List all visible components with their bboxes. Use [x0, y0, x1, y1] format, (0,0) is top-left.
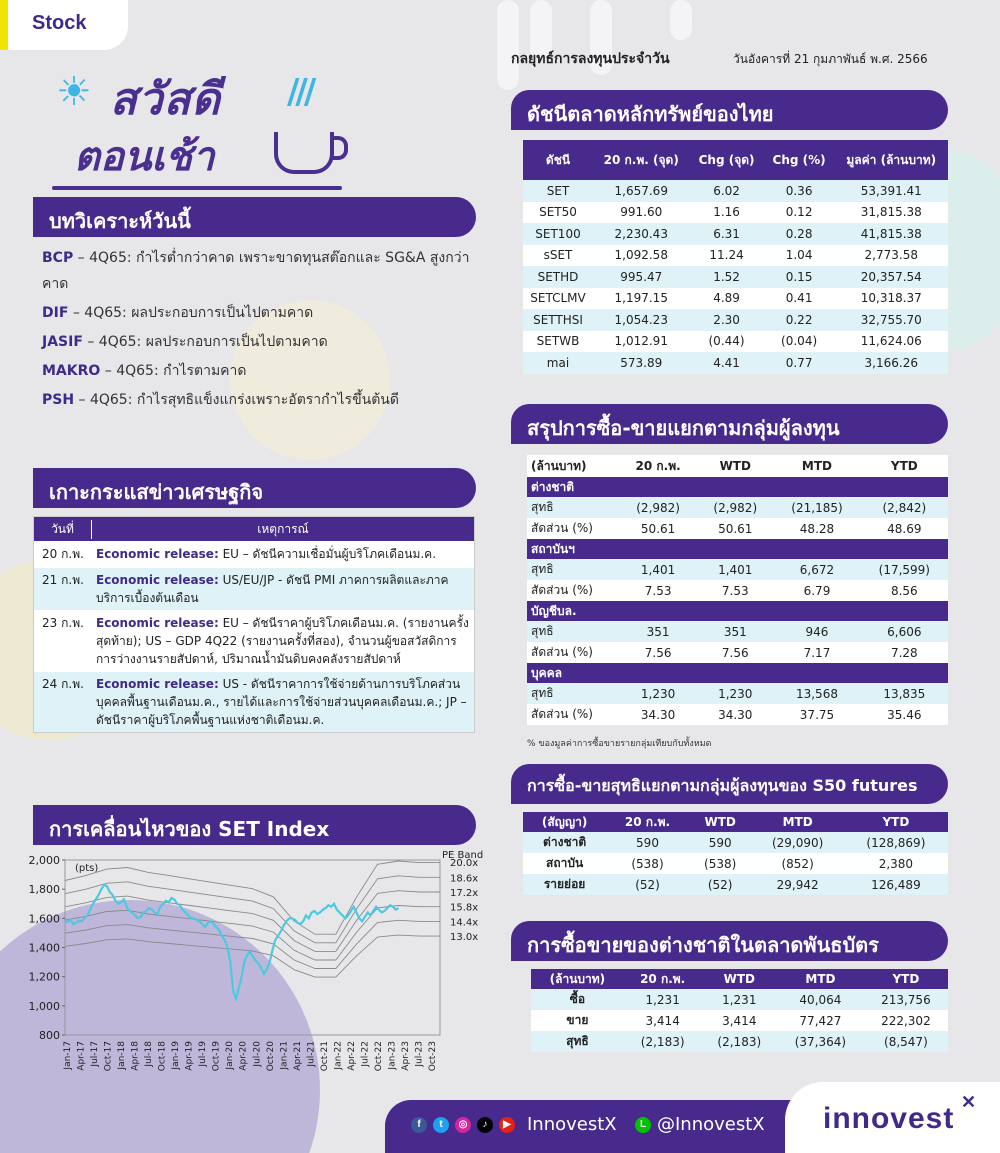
row-value: 1,230 — [619, 683, 697, 704]
investor-group-name: บัญชีบล. — [527, 601, 948, 621]
row-label: สุทธิ — [531, 1031, 624, 1052]
index-value: 573.89 — [593, 352, 689, 374]
col-header: Chg (%) — [764, 140, 835, 180]
col-header: (ล้านบาท) — [531, 458, 587, 473]
row-value: (37,364) — [777, 1031, 864, 1052]
innovestx-logo — [785, 1082, 1000, 1153]
coffee-cup-icon — [274, 132, 334, 174]
row-label: สุทธิ — [527, 497, 619, 518]
thai-index-row — [523, 245, 948, 267]
y-tick-label: 2,000 — [28, 854, 60, 867]
row-value: 590 — [606, 832, 689, 853]
row-value: 48.69 — [887, 521, 922, 536]
analysis-ticker[interactable]: BCP — [42, 250, 74, 266]
row-value: 48.28 — [799, 521, 835, 536]
col-header: มูลค่า (ล้านบาท) — [835, 140, 948, 180]
row-value: 7.28 — [890, 645, 918, 660]
row-value: 222,302 — [881, 1013, 931, 1028]
index-value: 995.47 — [593, 266, 689, 288]
row-value: 13,835 — [861, 683, 948, 704]
pe-band-line — [65, 891, 440, 952]
col-header: WTD — [719, 459, 751, 473]
y-axis-label: (pts) — [75, 863, 99, 874]
col-date-header: วันที่ — [34, 520, 92, 539]
pe-band-line — [65, 876, 440, 943]
row-value: 6.79 — [803, 583, 831, 598]
index-value: 4.41 — [689, 352, 763, 374]
col-header: MTD — [777, 969, 864, 989]
analysis-text: – 4Q65: กำไรสุทธิแข็งแกร่งเพราะอัตรากำไรขึ้นต้นดี — [74, 392, 399, 408]
bond-row — [531, 1031, 948, 1052]
investor-data-row — [527, 497, 948, 518]
index-value: 4.89 — [713, 291, 740, 306]
analysis-text: – 4Q65: ผลประกอบการเป็นไปตามคาด — [68, 305, 314, 321]
row-value: 590 — [689, 832, 752, 853]
s50_futures-row — [523, 853, 948, 874]
x-tick-label: Jul-17 — [90, 1041, 101, 1067]
col-header: 20 ก.พ. — [624, 969, 702, 989]
row-label: สุทธิ — [527, 559, 619, 580]
row-value: 29,942 — [751, 874, 843, 895]
news-row — [34, 541, 474, 567]
thai-index-row — [523, 266, 948, 288]
y-tick-label: 800 — [39, 1029, 60, 1042]
greeting-line2: ตอนเช้า — [74, 134, 215, 180]
row-value: (17,599) — [861, 559, 948, 580]
row-value: 6,606 — [861, 621, 948, 642]
thai-index-row — [523, 331, 948, 353]
row-value: 126,489 — [844, 874, 948, 895]
x-tick-label: Jan-22 — [333, 1041, 344, 1070]
col-header: 20 ก.พ. — [635, 458, 681, 473]
index-value: 1,012.91 — [614, 334, 668, 349]
news-label: Economic release: — [96, 573, 219, 587]
analysis-text: – 4Q65: กำไรต่ำกว่าคาด เพราะขาดทุนสต๊อกและ SG&A สูงกว่าคาด — [42, 250, 470, 292]
plot-frame — [65, 860, 440, 1035]
row-value: (128,869) — [844, 832, 948, 853]
pe-band-label: 14.4x — [450, 917, 479, 929]
youtube-icon[interactable]: ▶ — [499, 1117, 515, 1133]
row-value: (2,982) — [697, 497, 773, 518]
row-value: (2,183) — [702, 1031, 778, 1052]
row-value: 7.56 — [644, 645, 672, 660]
news-label: Economic release: — [96, 677, 219, 691]
logo-text: innovest — [823, 1102, 955, 1135]
index-value: 2,773.58 — [864, 248, 918, 263]
row-value: 40,064 — [777, 989, 864, 1010]
row-value: (2,842) — [861, 497, 948, 518]
x-tick-label: Jul-22 — [360, 1041, 371, 1067]
row-label: ขาย — [566, 1013, 589, 1027]
thai-index-header: ดัชนีตลาดหลักทรัพย์ของไทย — [511, 90, 948, 130]
greeting-banner — [52, 62, 342, 192]
pe-band-label: 17.2x — [450, 888, 479, 900]
s50-futures-header: การซื้อ-ขายสุทธิแยกตามกลุ่มผู้ลงทุนของ S50 futures — [511, 764, 948, 804]
row-value: 2,380 — [878, 856, 914, 871]
investor-summary-header: สรุปการซื้อ-ขายแยกตามกลุ่มผู้ลงทุน — [511, 404, 948, 444]
news-text: US/EU/JP - ดัชนี PMI ภาคการผลิตและภาคบริการเบื้องต้นเดือน — [96, 573, 449, 605]
news-text: US - ดัชนีราคาการใช้จ่ายด้านการบริโภคส่วนบุคคลพื้นฐานเดือนม.ค., รายได้และการใช้จ่ายส่วนบุคคลเดือนม.ค.; JP – ดัชนีราคาผู้บริโภคพื้นฐานแห่งชาติเดือนม.ค. — [96, 677, 467, 727]
bond-header-row — [531, 969, 948, 989]
x-tick-label: Oct-22 — [373, 1041, 384, 1072]
steam-icon: /// — [287, 72, 313, 112]
s50-futures-table — [523, 812, 948, 895]
row-value: 1,401 — [619, 559, 697, 580]
index-value: 1.16 — [713, 205, 740, 220]
x-tick-label: Jan-21 — [279, 1041, 290, 1070]
x-tick-label: Jan-17 — [63, 1041, 73, 1070]
brand-handle[interactable]: InnovestX — [527, 1114, 617, 1135]
row-value: 1,231 — [702, 989, 778, 1010]
analysis-item — [42, 329, 482, 355]
index-value: 0.12 — [785, 205, 813, 220]
index-value: 1,054.23 — [593, 309, 689, 331]
y-tick-label: 1,600 — [28, 912, 60, 926]
twitter-icon[interactable]: t — [433, 1117, 449, 1133]
index-name: SET100 — [523, 223, 593, 245]
row-value: 351 — [619, 621, 697, 642]
news-table-header — [34, 517, 474, 541]
investor-group-row — [527, 601, 948, 621]
investor-group-row — [527, 663, 948, 683]
analysis-ticker[interactable]: JASIF — [42, 334, 83, 350]
x-tick-label: Jul-21 — [306, 1041, 317, 1067]
bond-header: การซื้อขายของต่างชาติในตลาดพันธบัตร — [511, 921, 948, 961]
row-value: 7.17 — [803, 645, 831, 660]
x-tick-label: Apr-22 — [346, 1041, 357, 1071]
index-value: 20,357.54 — [835, 266, 948, 288]
row-value: (21,185) — [773, 497, 860, 518]
index-value: 0.28 — [764, 223, 835, 245]
row-label: รายย่อย — [523, 874, 606, 895]
x-tick-label: Oct-23 — [428, 1041, 438, 1072]
row-value: 6,672 — [773, 559, 860, 580]
row-label: สุทธิ — [527, 683, 619, 704]
index-value: 31,815.38 — [860, 205, 922, 220]
y-tick-label: 1,400 — [28, 941, 60, 955]
news-event — [92, 542, 474, 567]
row-value: 35.46 — [887, 707, 922, 722]
x-tick-label: Apr-17 — [76, 1041, 87, 1071]
y-tick-label: 1,000 — [28, 999, 60, 1013]
analysis-ticker[interactable]: PSH — [42, 392, 75, 408]
index-value: 53,391.41 — [835, 180, 948, 202]
s50_futures-row — [523, 832, 948, 853]
x-tick-label: Oct-20 — [265, 1041, 276, 1072]
row-value: 3,414 — [645, 1013, 680, 1028]
thai-index-header-row — [523, 140, 948, 180]
tiktok-icon[interactable]: ♪ — [477, 1117, 493, 1133]
x-tick-label: Apr-20 — [238, 1041, 249, 1071]
index-value: 10,318.37 — [860, 291, 922, 306]
index-value: 2,230.43 — [593, 223, 689, 245]
pe-band-label: 13.0x — [450, 932, 479, 944]
thai-index-table — [523, 140, 948, 374]
row-label: สัดส่วน (%) — [531, 521, 593, 535]
x-tick-label: Jan-19 — [171, 1041, 182, 1070]
investor-summary-note: % ของมูลค่าการซื้อขายรายกลุ่มเทียบกับทั้งหมด — [527, 739, 712, 749]
index-value: 0.77 — [764, 352, 835, 374]
index-name: SETTHSI — [523, 309, 593, 331]
index-value: 0.15 — [764, 266, 835, 288]
x-tick-label: Oct-21 — [319, 1041, 330, 1072]
index-value: 1.04 — [785, 248, 813, 263]
investor-data-row — [527, 621, 948, 642]
stock-tab — [0, 0, 128, 50]
news-row — [34, 671, 474, 732]
analysis-ticker[interactable]: DIF — [42, 305, 69, 321]
x-tick-label: Apr-21 — [292, 1041, 303, 1071]
investor-data-row — [527, 704, 948, 725]
news-header: เกาะกระแสข่าวเศรษฐกิจ — [33, 468, 476, 508]
line-handle[interactable]: @InnovestX — [657, 1114, 765, 1135]
col-header: YTD — [844, 812, 948, 832]
index-value: 32,755.70 — [835, 309, 948, 331]
row-value: (52) — [689, 874, 752, 895]
thai-index-row — [523, 288, 948, 310]
news-date: 20 ก.พ. — [42, 547, 84, 561]
investor-group-row — [527, 539, 948, 559]
set-chart-header: การเคลื่อนไหวของ SET Index — [33, 805, 476, 845]
report-date: วันอังคารที่ 21 กุมภาพันธ์ พ.ศ. 2566 — [733, 52, 928, 66]
index-value: 6.31 — [689, 223, 763, 245]
index-name: SET50 — [539, 205, 577, 220]
news-date: 23 ก.พ. — [42, 616, 84, 630]
logo-x-mark: ✕ — [961, 1092, 977, 1112]
row-value: (538) — [631, 856, 664, 871]
sun-icon: ☀ — [56, 69, 92, 115]
row-label: สัดส่วน (%) — [531, 583, 593, 597]
index-name: mai — [523, 352, 593, 374]
index-value: 3,166.26 — [835, 352, 948, 374]
news-label: Economic release: — [96, 616, 219, 630]
row-value: 50.61 — [718, 521, 753, 536]
investor-group-row — [527, 477, 948, 497]
news-event — [92, 568, 474, 610]
col-header: 20 ก.พ. (จุด) — [593, 140, 689, 180]
greeting-line1: สวัสดี — [110, 74, 221, 125]
row-value: (852) — [781, 856, 814, 871]
stock-label: Stock — [32, 12, 87, 34]
row-value: 351 — [697, 621, 773, 642]
investor-data-row — [527, 559, 948, 580]
index-name: SETHD — [523, 266, 593, 288]
row-value: 7.56 — [721, 645, 749, 660]
x-tick-label: Jan-20 — [225, 1041, 236, 1070]
row-label: สถาบัน — [546, 856, 584, 870]
row-label: สัดส่วน (%) — [531, 645, 593, 659]
background-bar — [497, 0, 519, 90]
col-header: MTD — [801, 459, 833, 473]
bond-row — [531, 989, 948, 1010]
facebook-icon[interactable]: f — [411, 1117, 427, 1133]
s50_futures-header-row — [523, 812, 948, 832]
analysis-text: – 4Q65: กำไรตามคาด — [100, 363, 247, 379]
col-header: (สัญญา) — [523, 812, 606, 832]
x-tick-label: Oct-18 — [157, 1041, 168, 1072]
bond-table — [531, 969, 948, 1052]
news-row — [34, 610, 474, 671]
investor-data-row — [527, 683, 948, 704]
analysis-header: บทวิเคราะห์วันนี้ — [33, 197, 476, 237]
analysis-text: – 4Q65: ผลประกอบการเป็นไปตามคาด — [82, 334, 328, 350]
news-table — [33, 516, 475, 733]
row-value: 50.61 — [640, 521, 676, 536]
index-value: (0.04) — [781, 334, 818, 349]
thai-index-row — [523, 223, 948, 245]
col-header: YTD — [890, 459, 918, 473]
investor-data-row — [527, 580, 948, 601]
investor-data-row — [527, 642, 948, 663]
news-event — [92, 611, 474, 671]
index-value: (0.44) — [708, 334, 745, 349]
index-value: 11,624.06 — [860, 334, 922, 349]
set-index-series — [65, 885, 399, 999]
thai-index-row — [523, 309, 948, 331]
investor-group-name: ต่างชาติ — [527, 477, 948, 497]
row-label: ต่างชาติ — [523, 832, 606, 853]
index-value: 1.52 — [689, 266, 763, 288]
index-value: 2.30 — [689, 309, 763, 331]
col-header: WTD — [702, 969, 778, 989]
pe-band-line — [65, 920, 440, 968]
index-value: 41,815.38 — [835, 223, 948, 245]
row-label: สุทธิ — [527, 621, 619, 642]
background-bar — [670, 0, 692, 40]
row-value: 1,231 — [624, 989, 702, 1010]
bond-row — [531, 1010, 948, 1031]
investor-summary-table — [527, 455, 948, 725]
row-value: 8.56 — [890, 583, 918, 598]
x-tick-label: Jan-23 — [387, 1041, 398, 1070]
col-header: YTD — [864, 969, 948, 989]
index-value: 1,657.69 — [593, 180, 689, 202]
index-value: 0.41 — [785, 291, 813, 306]
index-value: 11.24 — [709, 248, 744, 263]
news-label: Economic release: — [96, 547, 219, 561]
x-tick-label: Jul-18 — [144, 1041, 155, 1067]
x-tick-label: Apr-19 — [184, 1041, 195, 1071]
investor-group-name: สถาบันฯ — [527, 539, 948, 559]
greeting-underline — [52, 186, 342, 190]
news-date: 24 ก.พ. — [42, 677, 84, 691]
thai-index-row — [523, 352, 948, 374]
y-tick-label: 1,800 — [28, 883, 60, 897]
row-value: (29,090) — [751, 832, 843, 853]
row-value: 213,756 — [864, 989, 948, 1010]
instagram-icon[interactable]: ◎ — [455, 1117, 471, 1133]
row-value: 7.53 — [721, 583, 749, 598]
analysis-item — [42, 387, 482, 413]
index-name: sSET — [543, 248, 573, 263]
index-name: SETCLMV — [530, 291, 586, 306]
col-header: ดัชนี — [523, 140, 593, 180]
line-icon[interactable]: L — [635, 1117, 651, 1133]
col-event-header: เหตุการณ์ — [257, 521, 309, 536]
x-tick-label: Oct-17 — [103, 1041, 114, 1072]
col-header: 20 ก.พ. — [606, 812, 689, 832]
strategy-title: กลยุทธ์การลงทุนประจำวัน — [511, 51, 670, 67]
row-value: (538) — [704, 856, 737, 871]
row-label: สัดส่วน (%) — [531, 707, 593, 721]
thai-index-row — [523, 180, 948, 202]
set-index-chart — [20, 850, 490, 1090]
investor-group-name: บุคคล — [527, 663, 948, 683]
row-value: 34.30 — [640, 707, 676, 722]
x-tick-label: Jan-18 — [117, 1041, 128, 1070]
index-value: 991.60 — [620, 205, 663, 220]
row-value: 13,568 — [773, 683, 860, 704]
index-value: 0.36 — [764, 180, 835, 202]
row-value: 3,414 — [722, 1013, 757, 1028]
row-value: 1,230 — [697, 683, 773, 704]
index-value: 0.22 — [764, 309, 835, 331]
investor-summary-header-row — [527, 455, 948, 477]
pe-band-label: 15.8x — [450, 902, 479, 914]
pe-band-title: PE Band — [442, 850, 484, 861]
s50_futures-row — [523, 874, 948, 895]
row-value: 1,401 — [697, 559, 773, 580]
col-header: (ล้านบาท) — [531, 969, 624, 989]
analysis-item — [42, 245, 482, 297]
footer-bar — [385, 1100, 805, 1153]
thai-index-row — [523, 202, 948, 224]
col-header: MTD — [751, 812, 843, 832]
x-tick-label: Jul-23 — [414, 1041, 425, 1067]
x-tick-label: Apr-18 — [130, 1041, 141, 1071]
index-value: 6.02 — [689, 180, 763, 202]
x-tick-label: Jul-19 — [198, 1041, 209, 1067]
index-name: SET — [523, 180, 593, 202]
index-value: 1,092.58 — [614, 248, 668, 263]
analysis-item — [42, 358, 482, 384]
col-header: Chg (จุด) — [689, 140, 763, 180]
news-text: EU – ดัชนีราคาผู้บริโภคเดือนม.ค. (รายงานครั้งสุดท้าย); US – GDP 4Q22 (รายงานครั้งที่สอง), จำนวนผู้ขอสวัสดิการการว่างงานรายสัปดาห์, ปริมาณน้ำมันดิบคงคลังรายสัปดาห์ — [96, 616, 469, 666]
row-value: 37.75 — [799, 707, 835, 722]
x-tick-label: Jul-20 — [252, 1041, 263, 1067]
analysis-list — [42, 245, 482, 416]
analysis-ticker[interactable]: MAKRO — [42, 363, 101, 379]
pe-band-label: 20.0x — [450, 858, 479, 870]
row-value: 7.53 — [644, 583, 672, 598]
col-header: WTD — [689, 812, 752, 832]
news-row — [34, 567, 474, 610]
x-tick-label: Apr-23 — [400, 1041, 411, 1071]
row-value: 77,427 — [799, 1013, 842, 1028]
index-value: 1,197.15 — [614, 291, 668, 306]
row-label: ซื้อ — [531, 989, 624, 1010]
index-name: SETWB — [536, 334, 580, 349]
y-tick-label: 1,200 — [28, 970, 60, 984]
investor-data-row — [527, 518, 948, 539]
analysis-item — [42, 300, 482, 326]
pe-band-line — [65, 861, 440, 934]
row-value: (2,982) — [619, 497, 697, 518]
news-date: 21 ก.พ. — [42, 573, 84, 587]
news-event — [92, 672, 474, 732]
row-value: 946 — [773, 621, 860, 642]
row-value: (52) — [606, 874, 689, 895]
news-text: EU – ดัชนีความเชื่อมั่นผู้บริโภคเดือนม.ค. — [218, 547, 437, 561]
x-tick-label: Oct-19 — [211, 1041, 222, 1072]
row-value: 34.30 — [718, 707, 753, 722]
row-value: (8,547) — [864, 1031, 948, 1052]
pe-band-label: 18.6x — [450, 873, 479, 885]
row-value: (2,183) — [624, 1031, 702, 1052]
